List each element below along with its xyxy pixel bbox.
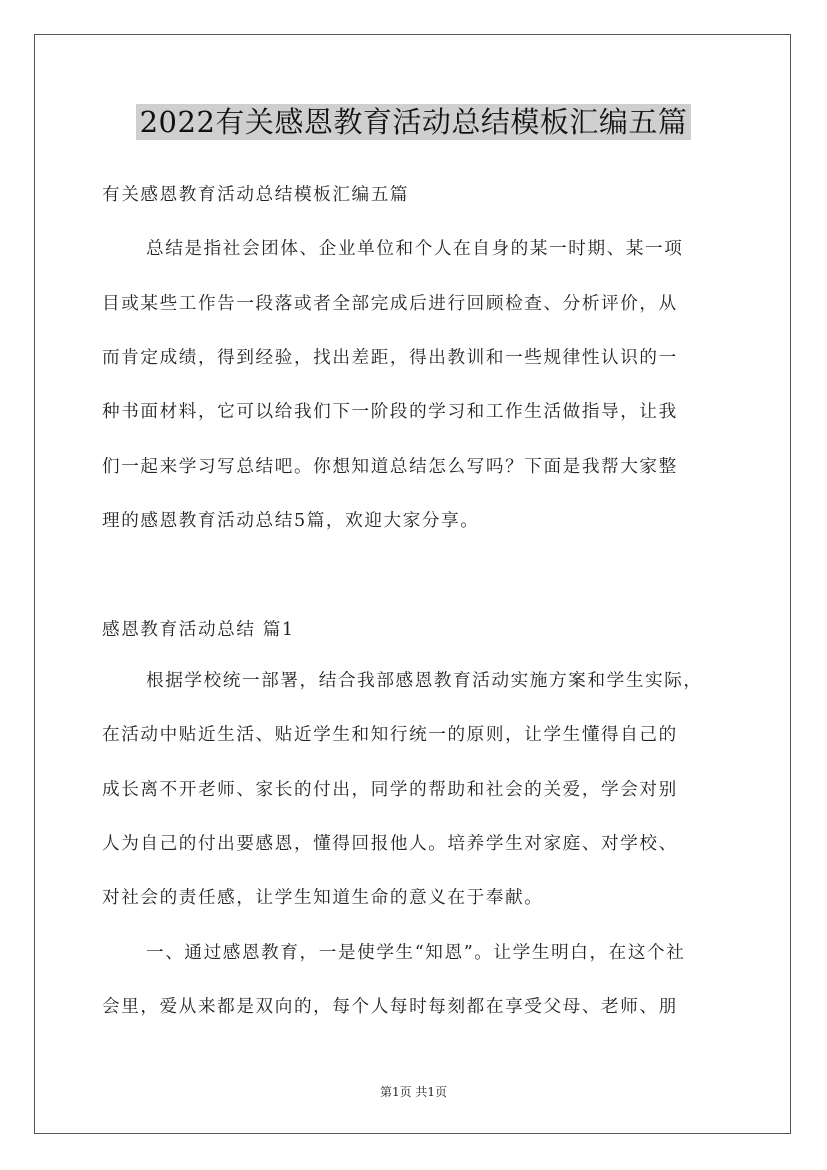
section-line-1: 根据学校统一部署，结合我部感恩教育活动实施方案和学生实际， bbox=[146, 671, 703, 691]
page-number: 第1页 共1页 bbox=[379, 1085, 448, 1099]
section-line-7: 会里，爱从来都是双向的，每个人每时每刻都在享受父母、老师、朋 bbox=[102, 997, 678, 1017]
section-line-6: 一、通过感恩教育，一是使学生“知恩”。让学生明白，在这个社 bbox=[146, 943, 686, 963]
intro-line-1: 总结是指社会团体、企业单位和个人在自身的某一时期、某一项 bbox=[146, 239, 684, 259]
section-line-5: 对社会的责任感，让学生知道生命的意义在于奉献。 bbox=[102, 888, 544, 908]
document-subtitle: 有关感恩教育活动总结模板汇编五篇 bbox=[102, 185, 410, 205]
intro-line-2: 目或某些工作告一段落或者全部完成后进行回顾检查、分析评价，从 bbox=[102, 294, 678, 314]
title-container bbox=[0, 104, 827, 140]
section-line-3: 成长离不开老师、家长的付出，同学的帮助和社会的关爱，学会对别 bbox=[102, 780, 678, 800]
section-heading: 感恩教育活动总结 篇1 bbox=[102, 620, 295, 640]
intro-line-3: 而肯定成绩，得到经验，找出差距，得出教训和一些规律性认识的一 bbox=[102, 348, 678, 368]
section-line-4: 人为自己的付出要感恩，懂得回报他人。培养学生对家庭、对学校、 bbox=[102, 834, 678, 854]
document-title: 2022有关感恩教育活动总结模板汇编五篇 bbox=[136, 104, 692, 140]
intro-line-4: 种书面材料，它可以给我们下一阶段的学习和工作生活做指导，让我 bbox=[102, 402, 678, 422]
intro-line-6: 理的感恩教育活动总结5篇，欢迎大家分享。 bbox=[102, 511, 480, 531]
section-line-2: 在活动中贴近生活、贴近学生和知行统一的原则，让学生懂得自己的 bbox=[102, 725, 678, 745]
intro-line-5: 们一起来学习写总结吧。你想知道总结怎么写吗？下面是我帮大家整 bbox=[102, 457, 678, 477]
